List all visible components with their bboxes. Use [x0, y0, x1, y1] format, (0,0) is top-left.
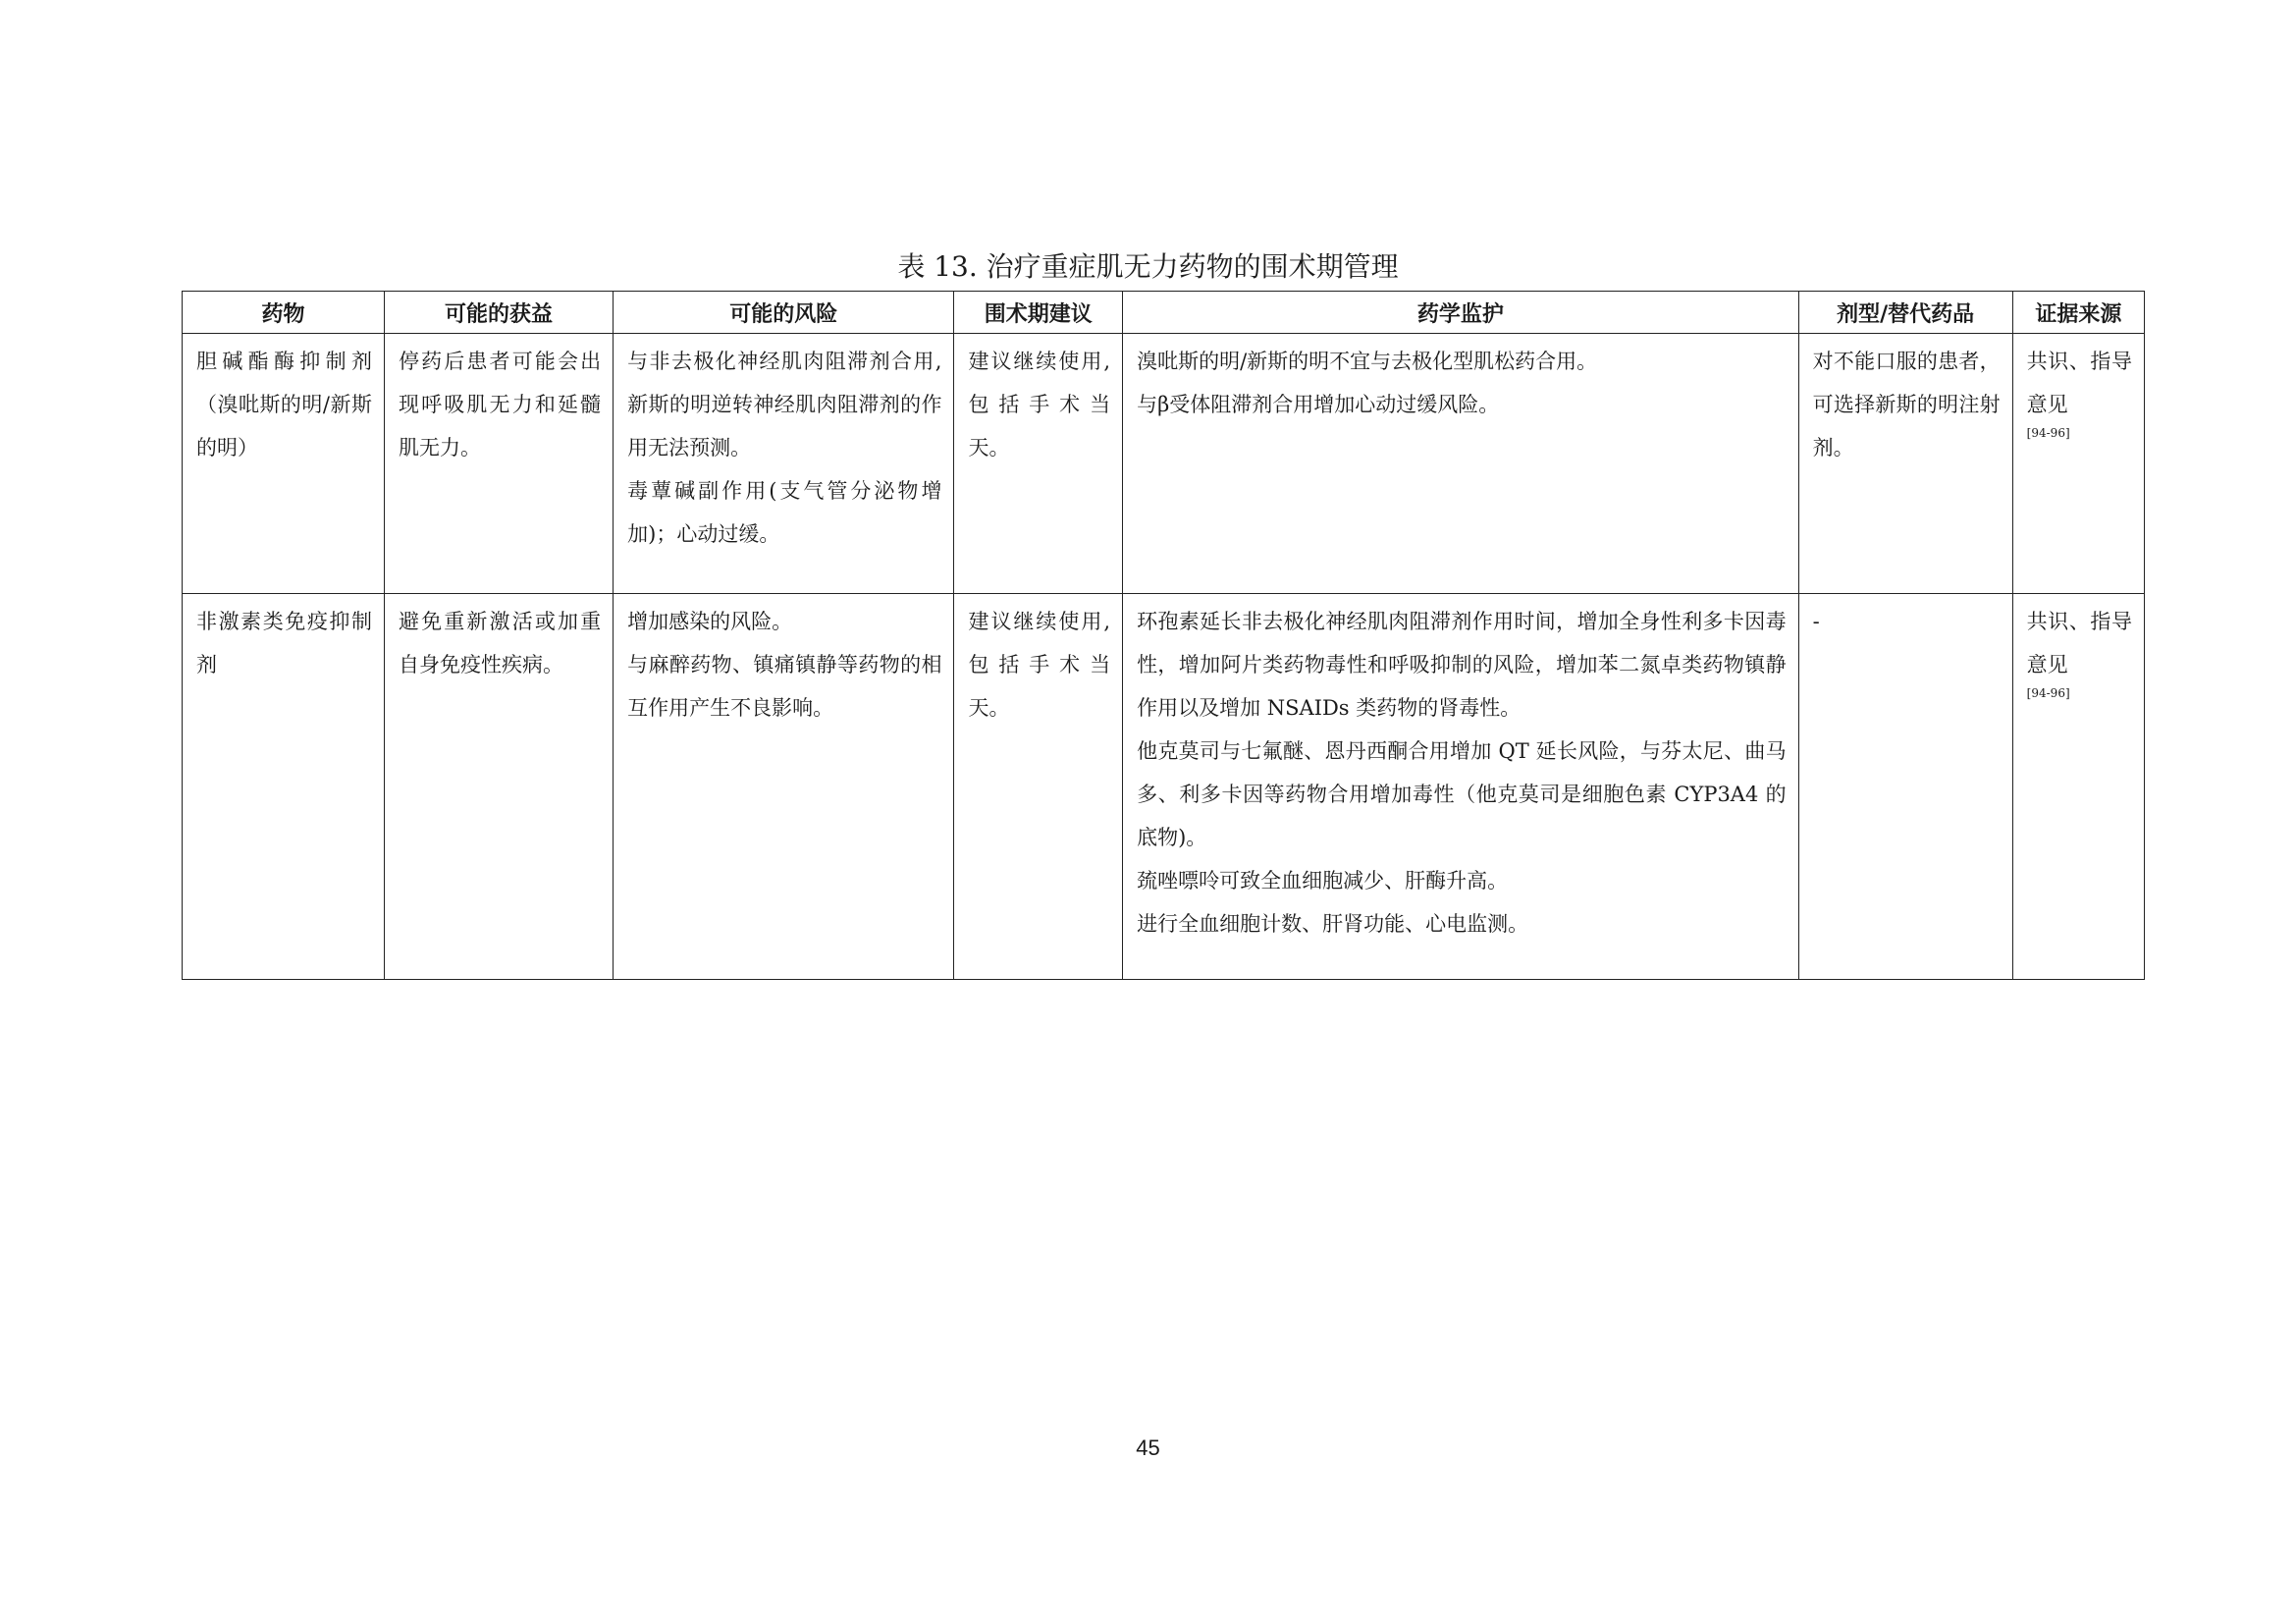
- cell-benefit: 避免重新激活或加重自身免疫性疾病。: [384, 594, 613, 980]
- monitoring-paragraph: 与β受体阻滞剂合用增加心动过缓风险。: [1137, 393, 1500, 416]
- cell-evidence: [2012, 594, 2144, 980]
- cell-advice: 建议继续使用,包括手术当天。: [954, 594, 1123, 980]
- monitoring-paragraph: 溴吡斯的明/新斯的明不宜与去极化型肌松药合用。: [1137, 350, 1598, 373]
- header-monitoring: 药学监护: [1123, 292, 1799, 334]
- evidence-reference: [94-96]: [2026, 686, 2070, 700]
- cell-monitoring: [1123, 334, 1799, 594]
- cell-alternative: 对不能口服的患者，可选择新斯的明注射剂。: [1798, 334, 2012, 594]
- monitoring-paragraph: 环孢素延长非去极化神经肌肉阻滞剂作用时间，增加全身性利多卡因毒性，增加阿片类药物毒性和呼吸抑制的风险，增加苯二氮卓类药物镇静作用以及增加 NSAIDs 类药物的肾毒性。: [1137, 610, 1787, 720]
- cell-risk: [614, 334, 954, 594]
- perioperative-management-table: [182, 291, 2145, 980]
- cell-evidence: [2012, 334, 2144, 594]
- header-row: [183, 292, 2145, 334]
- risk-paragraph: 增加感染的风险。: [627, 610, 793, 633]
- table-row: [183, 594, 2145, 980]
- header-drug: 药物: [183, 292, 385, 334]
- risk-paragraph: 毒蕈碱副作用(支气管分泌物增加)；心动过缓。: [627, 479, 942, 546]
- monitoring-paragraph: 他克莫司与七氟醚、恩丹西酮合用增加 QT 延长风险，与芬太尼、曲马多、利多卡因等药物合用增加毒性（他克莫司是细胞色素 CYP3A4 的底物)。: [1137, 739, 1787, 849]
- cell-advice: 建议继续使用,包括手术当天。: [954, 334, 1123, 594]
- table-caption: 表 13. 治疗重症肌无力药物的围术期管理: [897, 250, 1399, 283]
- risk-paragraph: 与非去极化神经肌肉阻滞剂合用,新斯的明逆转神经肌肉阻滞剂的作用无法预测。: [627, 350, 942, 460]
- risk-paragraph: 与麻醉药物、镇痛镇静等药物的相互作用产生不良影响。: [627, 653, 942, 720]
- header-advice: 围术期建议: [954, 292, 1123, 334]
- header-alternative: 剂型/替代药品: [1798, 292, 2012, 334]
- cell-benefit: 停药后患者可能会出现呼吸肌无力和延髓肌无力。: [384, 334, 613, 594]
- header-benefit: 可能的获益: [384, 292, 613, 334]
- evidence-text: 共识、指导意见: [2026, 610, 2132, 677]
- cell-monitoring: [1123, 594, 1799, 980]
- header-risk: 可能的风险: [614, 292, 954, 334]
- cell-drug: 胆碱酯酶抑制剂（溴吡斯的明/新斯的明）: [183, 334, 385, 594]
- header-evidence: 证据来源: [2012, 292, 2144, 334]
- evidence-text: 共识、指导意见: [2026, 350, 2132, 416]
- evidence-reference: [94-96]: [2026, 426, 2070, 440]
- cell-drug: 非激素类免疫抑制剂: [183, 594, 385, 980]
- table-row: [183, 334, 2145, 594]
- monitoring-paragraph: 巯唑嘌呤可致全血细胞减少、肝酶升高。: [1137, 869, 1509, 893]
- cell-risk: [614, 594, 954, 980]
- monitoring-paragraph: 进行全血细胞计数、肝肾功能、心电监测。: [1137, 912, 1529, 936]
- cell-alternative: -: [1798, 594, 2012, 980]
- page-number: 45: [1136, 1435, 1160, 1460]
